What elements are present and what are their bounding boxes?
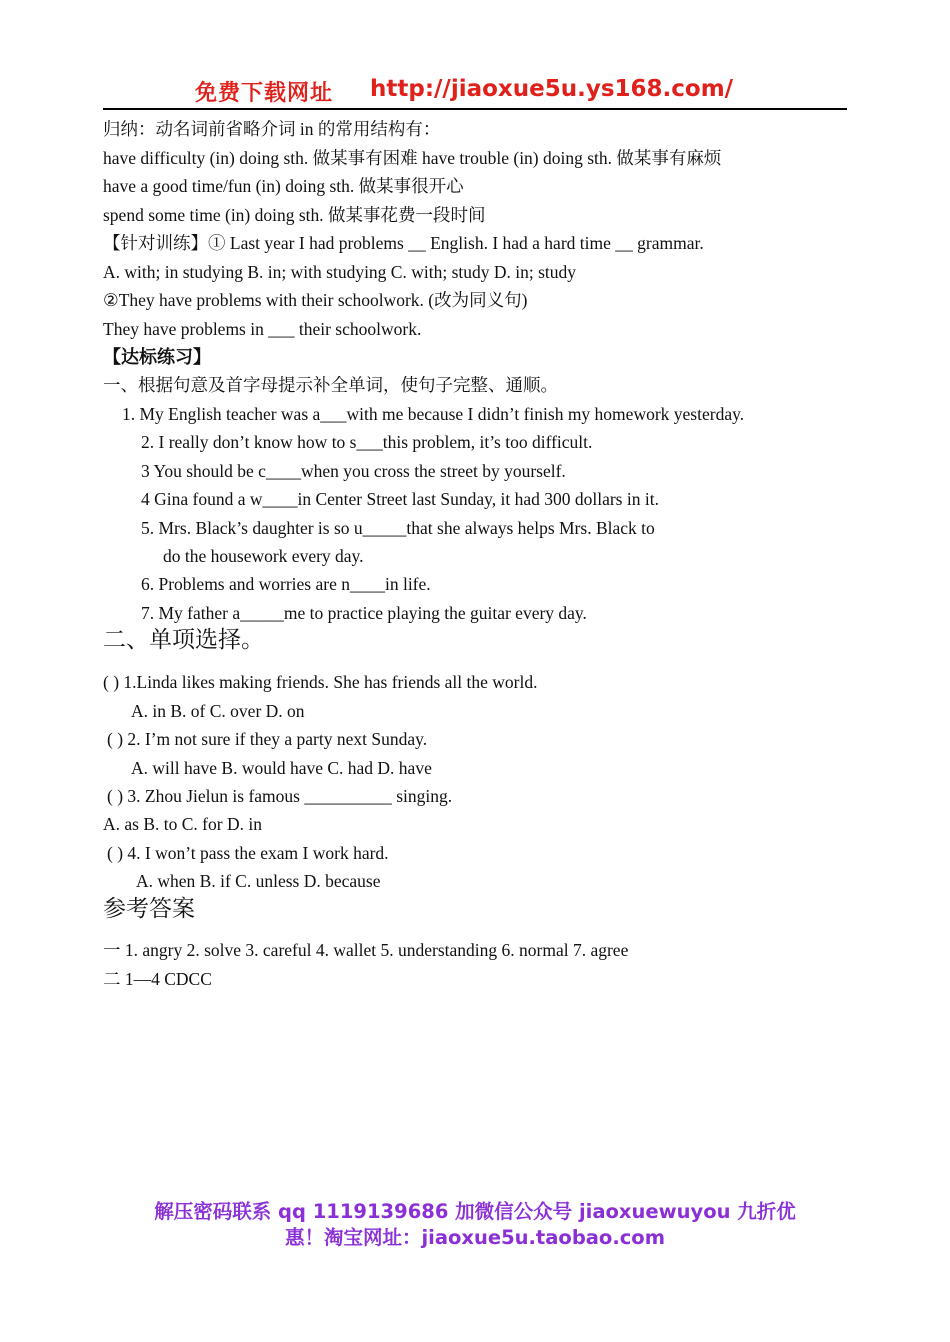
drill-question-2: ②They have problems with their schoolwork. (改为同义句) [103,290,528,310]
header-title: 免费下载网址 [195,81,334,106]
mc-question-2: ( ) 2. I’m not sure if they a party next Sunday. [107,729,428,749]
drill-question-2-answer: They have problems in ___ their schoolwork. [103,319,422,339]
mc-question-1: ( ) 1.Linda likes making friends. She has friends all the world. [103,672,538,692]
drill-question-1: 【针对训练】① Last year I had problems __ English. I had a hard time __ grammar. [103,233,704,253]
mc-question-4: ( ) 4. I won’t pass the exam I work hard. [107,843,389,863]
drill-question-1-options: A. with; in studying B. in; with studying C. with; study D. in; study [103,262,577,282]
note-line-1: have difficulty (in) doing sth. 做某事有困难 have trouble (in) doing sth. 做某事有麻烦 [103,148,722,168]
answers-part2: 二 1—4 CDCC [103,969,212,989]
page-header [103,76,847,110]
mc-options-2: A. will have B. would have C. had D. have [131,758,432,778]
answers-heading: 参考答案 [103,896,195,921]
footer-taobao-line[interactable]: 惠！淘宝网址：jiaoxue5u.taobao.com [284,1226,666,1249]
header-url-link[interactable]: http://jiaoxue5u.ys168.com/ [370,76,734,102]
summary-heading: 归纳：动名词前省略介词 in 的常用结构有： [103,119,441,139]
mc-options-4: A. when B. if C. unless D. because [136,871,381,891]
mc-question-3: ( ) 3. Zhou Jielun is famous __________ singing. [107,786,453,806]
fill-item-3: 3 You should be c____when you cross the street by yourself. [141,461,566,481]
mc-options-3: A. as B. to C. for D. in [103,814,262,834]
footer-contact-line: 解压密码联系 qq 1119139686 加微信公众号 jiaoxuewuyou 九折优 [154,1200,796,1223]
fill-item-1: 1. My English teacher was a___with me because I didn’t finish my homework yesterday. [122,404,745,424]
fill-item-2: 2. I really don’t know how to s___this problem, it’s too difficult. [141,432,593,452]
fill-item-5-continued: do the housework every day. [163,546,364,566]
note-line-3: spend some time (in) doing sth. 做某事花费一段时间 [103,205,486,225]
note-line-2: have a good time/fun (in) doing sth. 做某事很开心 [103,176,464,196]
mc-options-1: A. in B. of C. over D. on [131,701,305,721]
answers-part1: 一 1. angry 2. solve 3. careful 4. wallet 5. understanding 6. normal 7. agree [103,940,629,960]
fill-item-4: 4 Gina found a w____in Center Street last Sunday, it had 300 dollars in it. [141,489,659,509]
part2-title: 二、单项选择。 [103,627,264,652]
fill-item-5: 5. Mrs. Black’s daughter is so u_____that she always helps Mrs. Black to [141,518,655,538]
fill-item-6: 6. Problems and worries are n____in life. [141,574,431,594]
fill-item-7: 7. My father a_____me to practice playing the guitar every day. [141,603,587,623]
part1-title: 一、根据句意及首字母提示补全单词，使句子完整、通顺。 [103,375,558,395]
practice-heading: 【达标练习】 [103,347,211,367]
